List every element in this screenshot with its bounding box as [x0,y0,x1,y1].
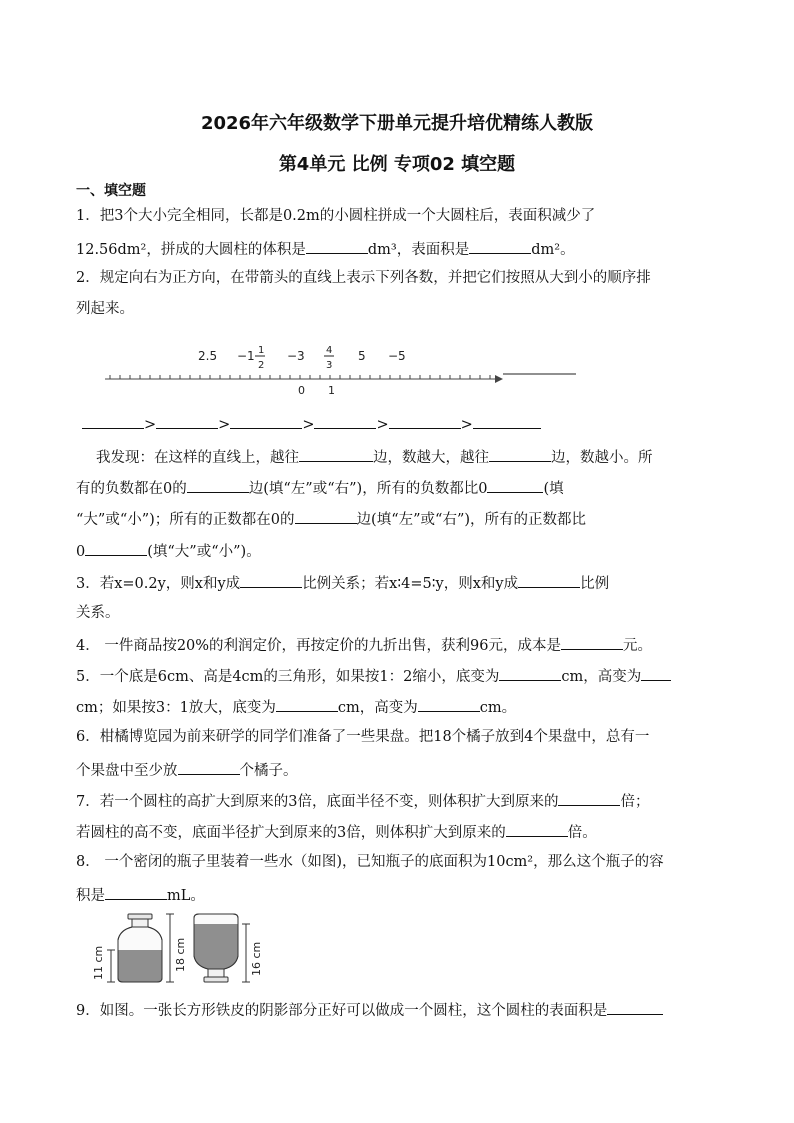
number-label: 4 [326,345,333,356]
ordering-row [82,413,732,435]
q2-line1: 2．规定向右为正方向，在带箭头的直线上表示下列各数，并把它们按照从大到小的顺序排 [76,270,651,286]
answer-blank[interactable] [187,477,249,493]
answer-blank[interactable] [85,540,147,556]
number-label: −1 [237,349,255,363]
answer-blank[interactable] [156,413,218,429]
answer-blank[interactable] [418,696,480,712]
q2-line2: 列起来。 [76,301,134,317]
q3-line2: 关系。 [76,605,120,621]
q8-line1: 8． 一个密闭的瓶子里装着一些水（如图)，已知瓶子的底面积为10cm²，那么这个瓶子的容 [76,854,664,870]
document-subtitle: 第4单元 比例 专项02 填空题 [278,154,516,175]
number-label: 1 [258,345,265,356]
q1-text-b: dm³，表面积是 [367,242,470,258]
q2-discovery-2: 有的负数都在0的 边(填“左”或“右”)，所有的负数都比0 (填 [76,477,726,499]
q8-line2: 积是 mL。 [76,884,726,906]
q4-line: 4． 一件商品按20%的利润定价，再按定价的九折出售，获利96元，成本是 元。 [76,634,726,656]
answer-blank[interactable] [105,884,167,900]
q7-line1: 7．若一个圆柱的高扩大到原来的3倍，底面半径不变，则体积扩大到原来的 倍； [76,790,726,812]
q2-discovery-1: 我发现：在这样的直线上，越往 边，数越大，越往 边，数越小。所 [96,446,746,468]
answer-blank[interactable] [518,572,580,588]
section-heading: 一、填空题 [76,183,146,199]
axis-label-one: 1 [328,384,335,397]
bottle-inverted [194,914,238,982]
answer-blank[interactable] [607,999,663,1015]
greater-than-sign: > [302,417,315,433]
number-label: −5 [388,349,406,363]
q6-line2: 个果盘中至少放 个橘子。 [76,759,726,781]
dimension-label: 16 cm [250,941,263,976]
q2-discovery-4: 0 (填“大”或“小”)。 [76,540,726,562]
answer-blank[interactable] [469,238,531,254]
answer-blank[interactable] [276,696,338,712]
answer-blank[interactable] [306,238,368,254]
greater-than-sign: > [460,417,473,433]
answer-blank[interactable] [295,508,357,524]
q1-text-a: 12.56dm²，拼成的大圆柱的体积是 [76,242,306,258]
answer-blank[interactable] [561,634,623,650]
q3-line1: 3．若x=0.2y，则x和y成 比例关系；若x∶4=5∶y，则x和y成 比例 [76,572,726,594]
answer-blank[interactable] [499,665,561,681]
answer-blank[interactable] [314,413,376,429]
answer-blank[interactable] [299,446,373,462]
greater-than-sign: > [218,417,231,433]
greater-than-sign: > [376,417,389,433]
q1-line2 [76,238,726,260]
number-label: 3 [326,360,333,371]
q2-discovery-3: “大”或“小”)；所有的正数都在0的 边(填“左”或“右”)，所有的正数都比 [76,508,726,530]
answer-blank[interactable] [489,446,551,462]
q5-line1: 5．一个底是6cm、高是4cm的三角形，如果按1：2缩小，底变为 cm，高变为 [76,665,726,687]
number-label: 2 [258,360,265,371]
q9-line1: 9．如图。一张长方形铁皮的阴影部分正好可以做成一个圆柱，这个圆柱的表面积是 [76,999,726,1021]
axis-label-zero: 0 [298,384,305,397]
answer-blank[interactable] [473,413,541,429]
number-label: 5 [358,349,366,363]
greater-than-sign: > [144,417,157,433]
answer-blank[interactable] [230,413,302,429]
number-label: 2.5 [198,349,218,363]
q1-text-c: dm²。 [531,242,575,258]
answer-blank[interactable] [487,477,543,493]
answer-blank[interactable] [558,790,620,806]
answer-blank[interactable] [240,572,302,588]
q7-line2: 若圆柱的高不变，底面半径扩大到原来的3倍，则体积扩大到原来的 倍。 [76,821,726,843]
q6-line1: 6．柑橘博览园为前来研学的同学们准备了一些果盘。把18个橘子放到4个果盘中，总有一 [76,729,650,745]
dimension-label: 11 cm [92,945,105,980]
answer-blank[interactable] [641,665,671,681]
answer-blank[interactable] [178,759,240,775]
answer-blank[interactable] [506,821,568,837]
number-label: −3 [287,349,305,363]
q1-line1: 1．把3个大小完全相同，长都是0.2m的小圆柱拼成一个大圆柱后，表面积减少了 [76,208,596,224]
answer-blank[interactable] [389,413,461,429]
dimension-label: 18 cm [174,937,187,972]
bottle-figure [88,910,268,986]
bottle-upright [118,914,162,982]
document-title: 2026年六年级数学下册单元提升培优精练人教版 [200,113,594,134]
q5-line2: cm；如果按3：1放大，底变为 cm，高变为 cm。 [76,696,726,718]
answer-blank[interactable] [82,413,144,429]
